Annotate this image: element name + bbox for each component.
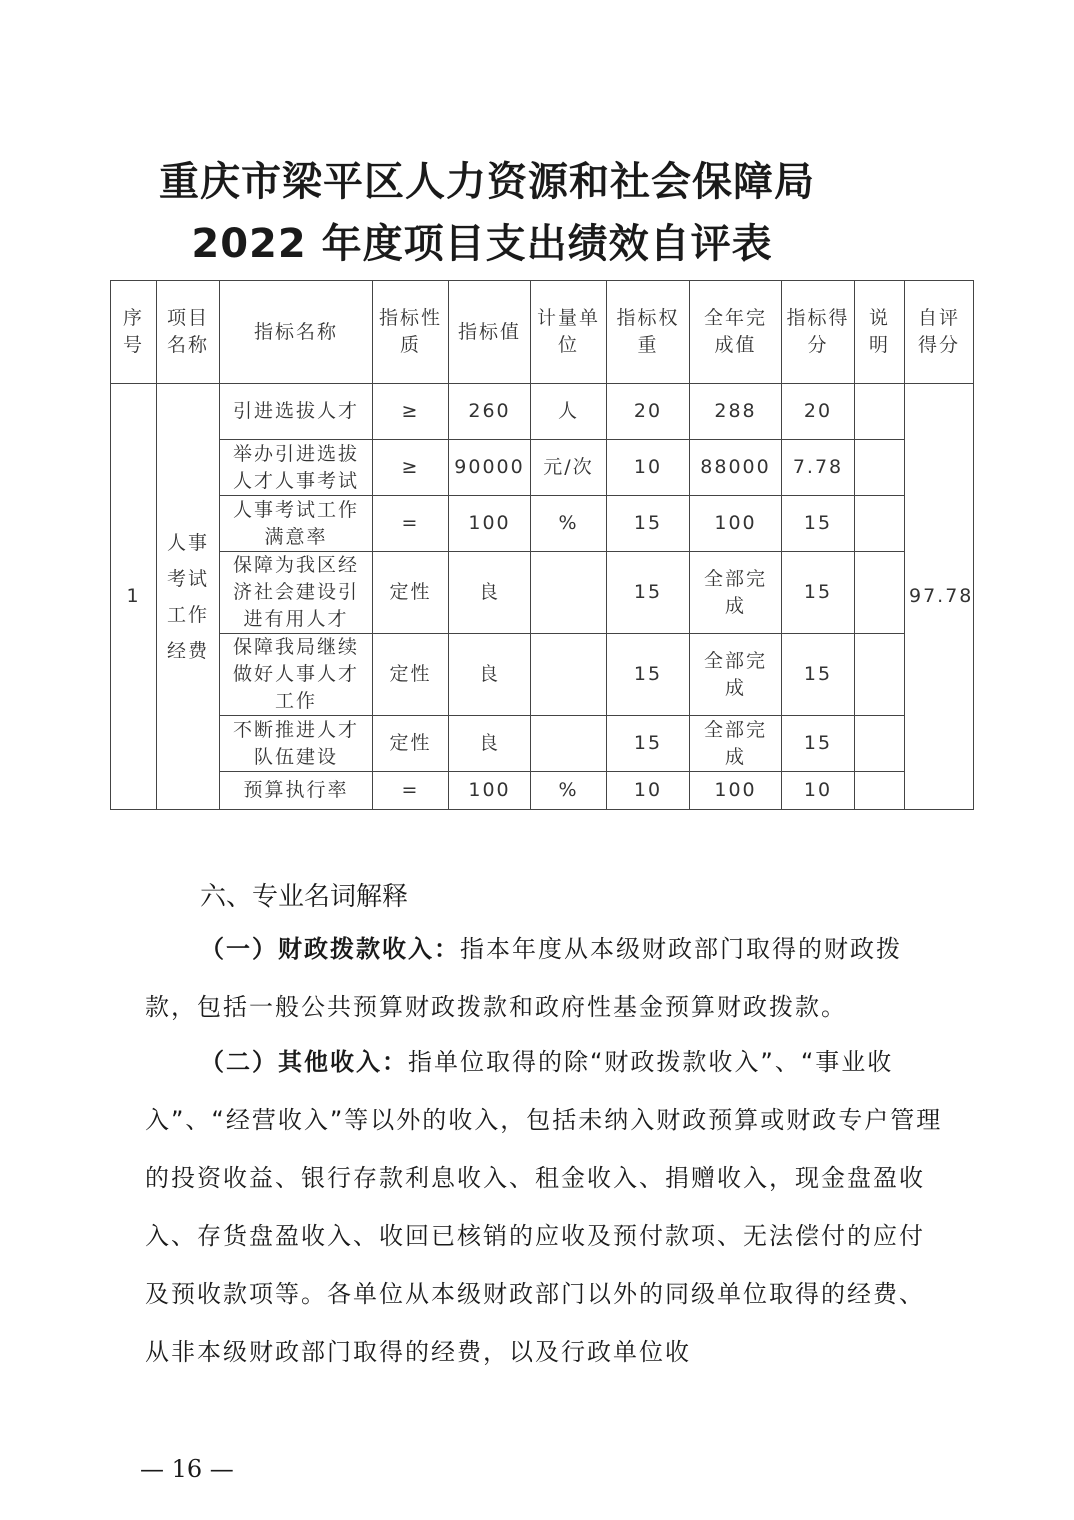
indicator-nature: ≥ — [373, 384, 449, 440]
header-cell: 指标值 — [449, 281, 531, 384]
header-cell: 说明 — [855, 281, 905, 384]
indicator-note — [855, 384, 905, 440]
paragraph-1 — [145, 920, 945, 1036]
table-row — [111, 496, 974, 552]
indicator-points: 15 — [782, 552, 855, 634]
indicator-actual: 全部完成 — [690, 552, 782, 634]
indicator-value: 良 — [449, 634, 531, 716]
table-row — [111, 440, 974, 496]
indicator-note — [855, 634, 905, 716]
indicator-weight: 15 — [607, 634, 690, 716]
indicator-points: 7.78 — [782, 440, 855, 496]
indicator-name: 不断推进人才队伍建设 — [220, 716, 373, 772]
indicator-nature: 定性 — [373, 716, 449, 772]
header-cell: 指标得分 — [782, 281, 855, 384]
indicator-name: 举办引进选拔人才人事考试 — [220, 440, 373, 496]
indicator-value: 良 — [449, 552, 531, 634]
seq-cell: 1 — [111, 384, 157, 810]
indicator-unit — [531, 634, 607, 716]
header-cell: 自评得分 — [905, 281, 974, 384]
table-row — [111, 634, 974, 716]
indicator-name: 引进选拔人才 — [220, 384, 373, 440]
header-cell: 计量单位 — [531, 281, 607, 384]
indicator-name: 保障为我区经济社会建设引进有用人才 — [220, 552, 373, 634]
indicator-nature: = — [373, 496, 449, 552]
indicator-nature: ≥ — [373, 440, 449, 496]
indicator-name: 保障我局继续做好人事人才工作 — [220, 634, 373, 716]
self-score-cell: 97.78 — [905, 384, 974, 810]
table-header-row — [111, 281, 974, 384]
indicator-weight: 10 — [607, 440, 690, 496]
indicator-nature: 定性 — [373, 634, 449, 716]
indicator-unit — [531, 552, 607, 634]
indicator-points: 15 — [782, 634, 855, 716]
indicator-points: 10 — [782, 772, 855, 810]
indicator-actual: 100 — [690, 496, 782, 552]
paragraph-2-text: 指单位取得的除“财政拨款收入”、“事业收入”、“经营收入”等以外的收入，包括未纳入财政预算或财政专户管理的投资收益、银行存款利息收入、租金收入、捐赠收入，现金盘盈收入、存货盘盈收入、收回已核销的应收及预付款项、无法偿付的应付及预收款项等。各单位从本级财政部门以外的同级单位取得的经费、从非本级财政部门取得的经费，以及行政单位收 — [145, 1048, 943, 1366]
header-cell: 指标权重 — [607, 281, 690, 384]
paragraph-2 — [145, 1033, 945, 1381]
indicator-unit: % — [531, 496, 607, 552]
indicator-unit — [531, 716, 607, 772]
indicator-value: 100 — [449, 772, 531, 810]
indicator-weight: 10 — [607, 772, 690, 810]
indicator-weight: 20 — [607, 384, 690, 440]
indicator-value: 260 — [449, 384, 531, 440]
table-row — [111, 384, 974, 440]
header-cell: 指标性质 — [373, 281, 449, 384]
page-number: — 16 — — [140, 1455, 234, 1483]
indicator-name: 预算执行率 — [220, 772, 373, 810]
indicator-actual: 288 — [690, 384, 782, 440]
indicator-weight: 15 — [607, 716, 690, 772]
indicator-weight: 15 — [607, 496, 690, 552]
paragraph-2-term: （二）其他收入： — [200, 1048, 408, 1076]
paragraph-1-text: 指本年度从本级财政部门取得的财政拨款，包括一般公共预算财政拨款和政府性基金预算财政拨款。 — [145, 935, 902, 1021]
header-cell: 全年完成值 — [690, 281, 782, 384]
indicator-weight: 15 — [607, 552, 690, 634]
table-row — [111, 552, 974, 634]
table-row — [111, 716, 974, 772]
indicator-points: 15 — [782, 716, 855, 772]
indicator-note — [855, 552, 905, 634]
indicator-actual: 88000 — [690, 440, 782, 496]
indicator-name: 人事考试工作满意率 — [220, 496, 373, 552]
indicator-unit: 元/次 — [531, 440, 607, 496]
paragraph-1-term: （一）财政拨款收入： — [200, 935, 460, 963]
indicator-note — [855, 716, 905, 772]
indicator-points: 20 — [782, 384, 855, 440]
performance-table — [110, 280, 974, 810]
indicator-note — [855, 772, 905, 810]
indicator-actual: 100 — [690, 772, 782, 810]
indicator-unit: 人 — [531, 384, 607, 440]
section-heading: 六、专业名词解释 — [200, 882, 409, 912]
indicator-value: 良 — [449, 716, 531, 772]
indicator-nature: = — [373, 772, 449, 810]
header-cell: 项目名称 — [157, 281, 220, 384]
indicator-value: 100 — [449, 496, 531, 552]
indicator-note — [855, 496, 905, 552]
indicator-points: 15 — [782, 496, 855, 552]
project-name-cell: 人事考试工作经费 — [157, 384, 220, 810]
document-title-line-1: 重庆市梁平区人力资源和社会保障局 — [159, 159, 815, 205]
indicator-nature: 定性 — [373, 552, 449, 634]
table-row — [111, 772, 974, 810]
header-cell: 指标名称 — [220, 281, 373, 384]
indicator-actual: 全部完成 — [690, 634, 782, 716]
header-cell: 序号 — [111, 281, 157, 384]
indicator-actual: 全部完成 — [690, 716, 782, 772]
indicator-unit: % — [531, 772, 607, 810]
document-title-line-2: 2022 年度项目支出绩效自评表 — [191, 221, 773, 267]
indicator-value: 90000 — [449, 440, 531, 496]
indicator-note — [855, 440, 905, 496]
